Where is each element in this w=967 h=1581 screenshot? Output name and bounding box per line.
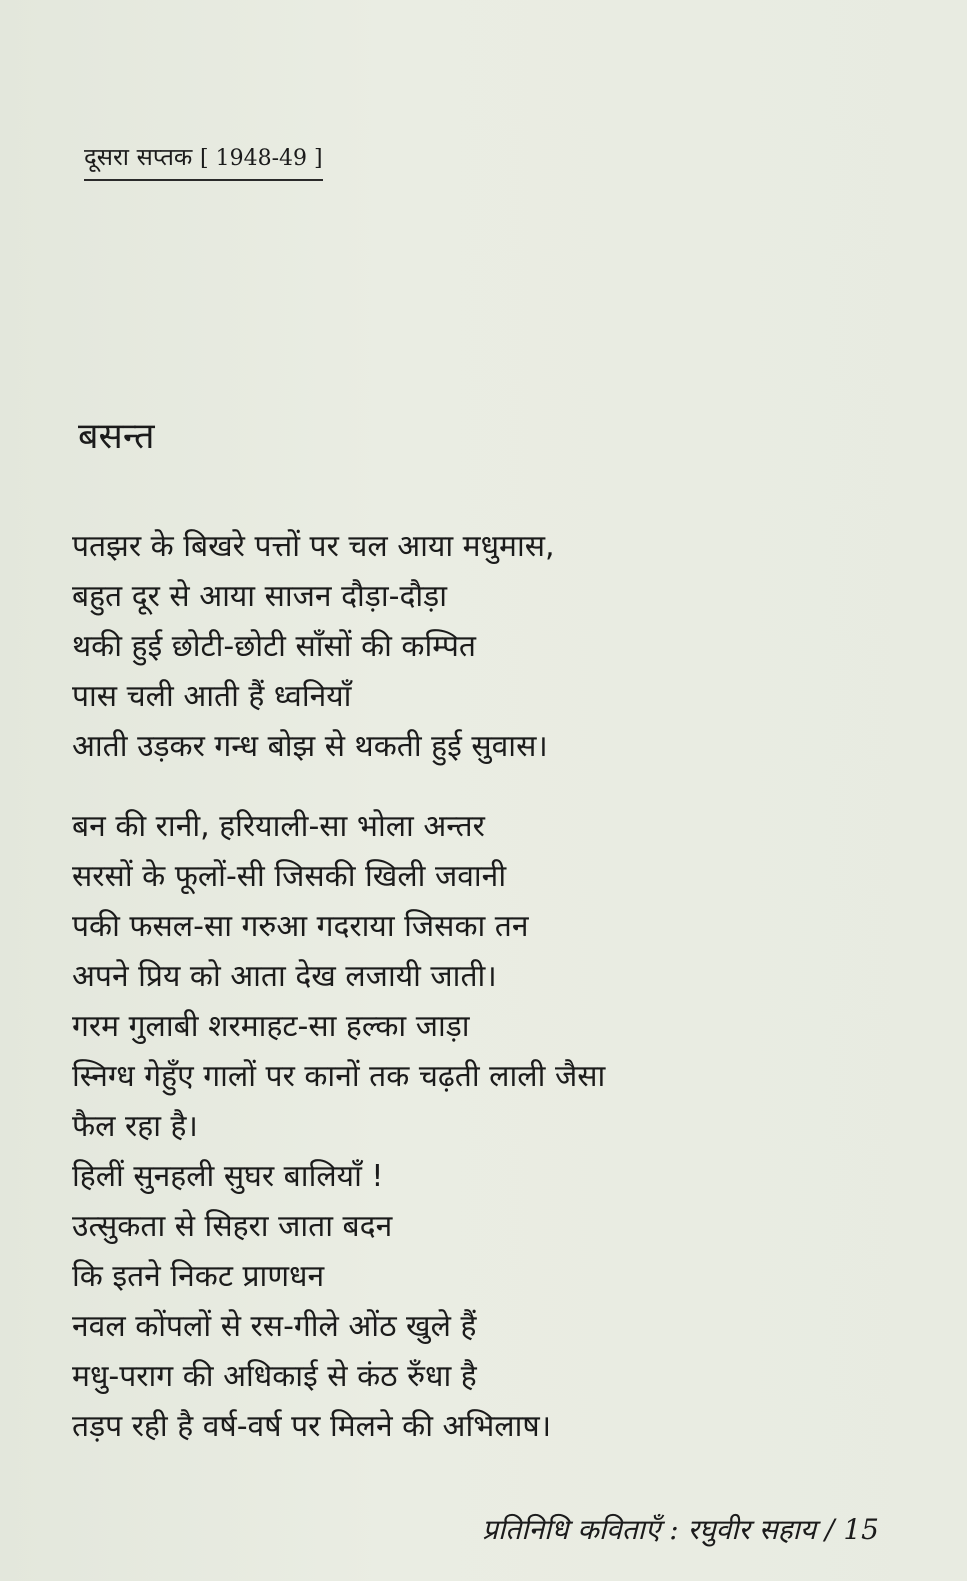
poem-line: फैल रहा है।: [72, 1109, 198, 1144]
poem-line: पकी फसल-सा गरुआ गदराया जिसका तन: [72, 909, 529, 944]
poem-line: पतझर के बिखरे पत्तों पर चल आया मधुमास,: [72, 529, 555, 564]
poem-line: सरसों के फूलों-सी जिसकी खिली जवानी: [72, 859, 507, 894]
poem-line: पास चली आती हैं ध्वनियाँ: [72, 679, 352, 714]
collection-name: दूसरा सप्तक: [84, 143, 193, 171]
collection-years: [ 1948-49 ]: [200, 146, 323, 171]
poem-line: नवल कोंपलों से रस-गीले ओंठ खुले हैं: [72, 1309, 477, 1344]
poem-line: स्निग्ध गेहुँए गालों पर कानों तक चढ़ती लाली जैसा: [72, 1059, 606, 1094]
poem-line: कि इतने निकट प्राणधन: [72, 1259, 325, 1294]
poem-line: बहुत दूर से आया साजन दौड़ा-दौड़ा: [72, 579, 447, 614]
poem-line: गरम गुलाबी शरमाहट-सा हल्का जाड़ा: [72, 1009, 470, 1044]
stanza-2: [72, 802, 605, 1452]
poem-line: तड़प रही है वर्ष-वर्ष पर मिलने की अभिलाष।: [72, 1409, 552, 1444]
poem-title: बसन्त: [78, 416, 155, 457]
stanza-1: [72, 522, 555, 772]
page-footer: [482, 1510, 879, 1548]
running-head: [84, 140, 323, 181]
poem-line: मधु-पराग की अधिकाई से कंठ रुँधा है: [72, 1359, 477, 1394]
footer-separator: /: [825, 1513, 835, 1546]
poem-line: उत्सुकता से सिहरा जाता बदन: [72, 1209, 393, 1244]
poem-line: अपने प्रिय को आता देख लजायी जाती।: [72, 959, 497, 994]
poem-line: हिलीं सुनहली सुघर बालियाँ !: [72, 1159, 384, 1194]
poem-line: थकी हुई छोटी-छोटी साँसों की कम्पित: [72, 629, 476, 664]
page-number: 15: [843, 1513, 879, 1546]
footer-book-author: प्रतिनिधि कविताएँ : रघुवीर सहाय: [482, 1513, 817, 1546]
poem-line: बन की रानी, हरियाली-सा भोला अन्तर: [72, 809, 485, 844]
poem-line: आती उड़कर गन्ध बोझ से थकती हुई सुवास।: [72, 729, 548, 764]
